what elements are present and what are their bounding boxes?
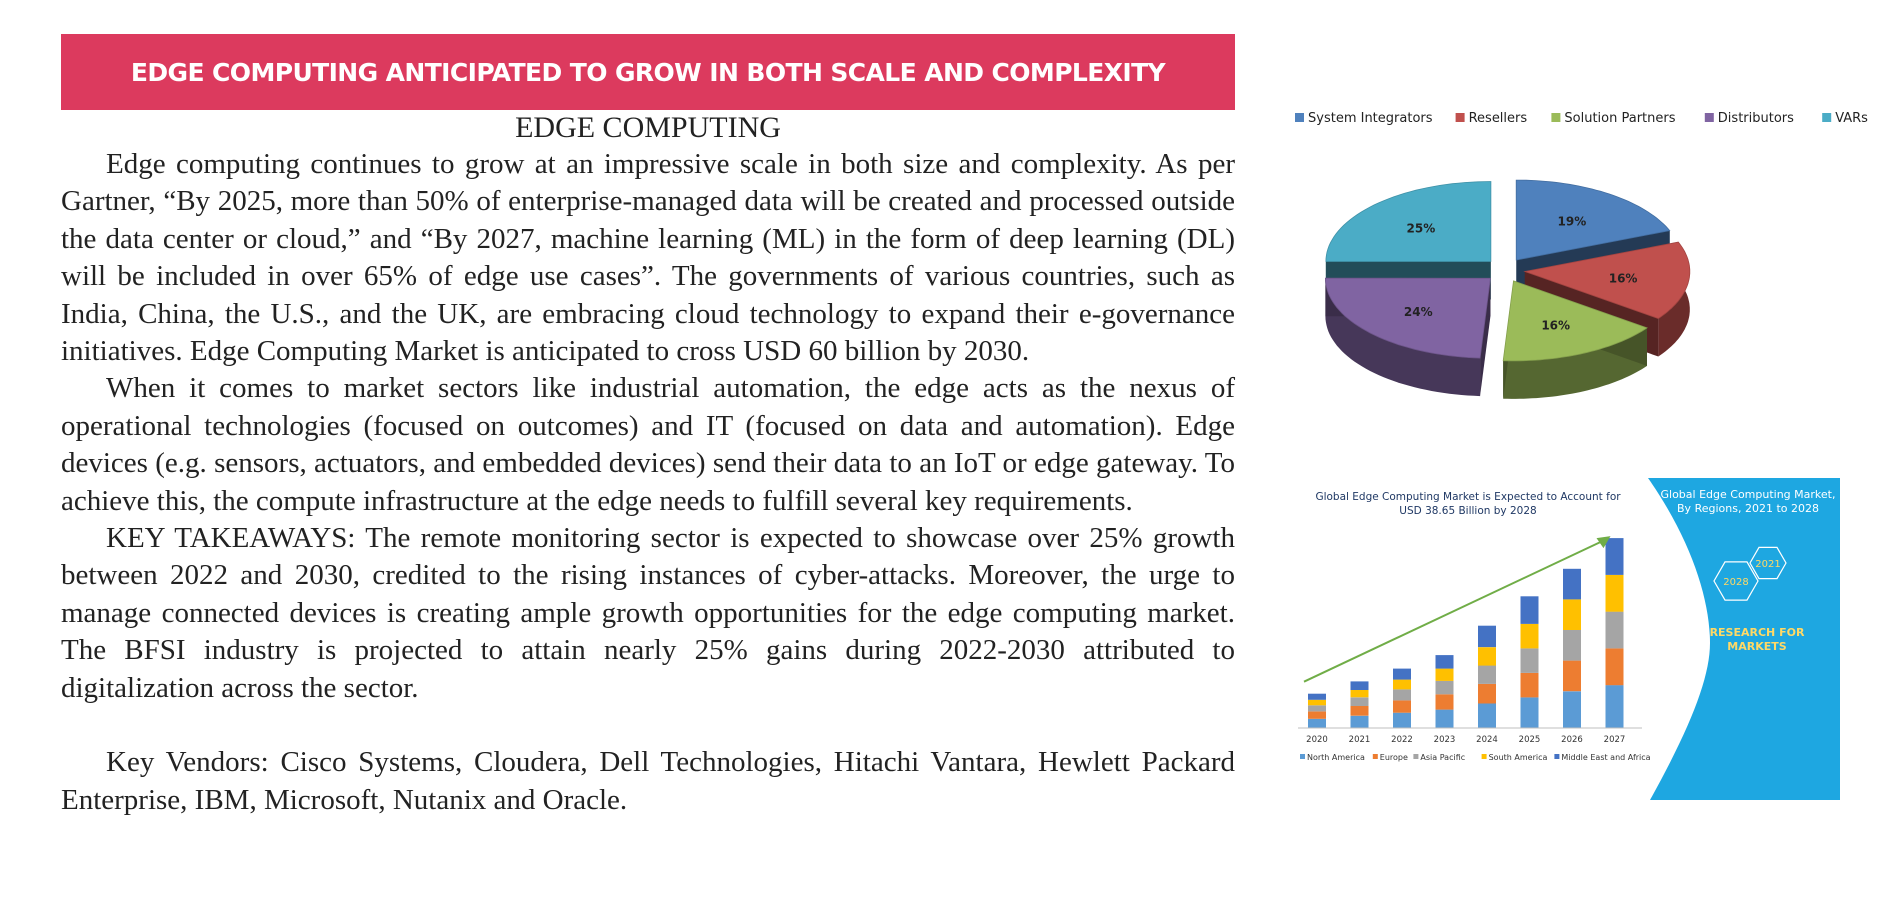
bar-2021-1	[1351, 706, 1369, 716]
paragraph-intro: Edge computing continues to grow at an impressive scale in both size and complexity. As per Gartner, “By 2025, more than 50% of enterprise-managed data will be created and processed outside the data center or cloud,” and “By 2027, machine learning (ML) in the form of deep learning (DL) will be included in over 65% of edge use cases”. The governments of various countries, such as India, China, the U.S., and the UK, are embracing cloud technology to expand their e-governance initiatives. Edge Computing Market is anticipated to cross USD 60 billion by 2030.	[61, 148, 1235, 368]
bar-title-line2: USD 38.65 Billion by 2028	[1399, 505, 1537, 517]
bar-legend-label-4: Middle East and Africa	[1561, 753, 1651, 762]
bar-2024-4	[1478, 626, 1496, 647]
x-tick-2025: 2025	[1518, 735, 1541, 745]
pie-legend-label-1: Resellers	[1468, 111, 1528, 126]
paragraph-market-sectors: When it comes to market sectors like industrial automation, the edge acts as the nexus of operational technologies (focused on outcomes) and IT (focused on data and automation). Edge devices (e.g. sensors, actuators, and embedded devices) send their data to an IoT or edge gateway. To achieve this, the compute infrastructure at the edge needs to fulfill several key requirements.	[61, 372, 1235, 517]
bar-2025-3	[1521, 624, 1539, 649]
bar-2023-2	[1436, 681, 1454, 695]
pie-legend-swatch-0	[1295, 113, 1304, 122]
bar-2021-4	[1351, 681, 1369, 690]
bar-legend-label-0: North America	[1307, 753, 1365, 762]
x-tick-2022: 2022	[1391, 735, 1413, 745]
brand-line2: MARKETS	[1727, 640, 1787, 653]
pie-legend-label-2: Solution Partners	[1564, 111, 1676, 126]
partner-pie-chart	[1290, 100, 1868, 400]
bar-2026-2	[1563, 630, 1581, 661]
pie-data-label-1: 16%	[1608, 271, 1638, 286]
x-tick-2024: 2024	[1476, 735, 1498, 745]
bar-2024-2	[1478, 666, 1496, 684]
bar-2022-0	[1393, 713, 1411, 728]
pie-data-label-3: 24%	[1403, 305, 1433, 320]
pie-data-label-4: 25%	[1406, 221, 1436, 236]
pie-legend-label-0: System Integrators	[1308, 111, 1433, 126]
title-banner	[61, 34, 1235, 110]
market-bar-chart	[1290, 478, 1840, 800]
bar-2020-0	[1308, 719, 1326, 728]
bar-2020-4	[1308, 694, 1326, 700]
x-tick-2027: 2027	[1603, 735, 1626, 745]
pie-data-label-0: 19%	[1557, 214, 1587, 229]
bar-2025-1	[1521, 673, 1539, 698]
pie-slice-group-3	[1325, 278, 1490, 396]
bar-legend-swatch-3	[1482, 754, 1487, 759]
bar-2023-4	[1436, 655, 1454, 669]
bar-2020-3	[1308, 700, 1326, 706]
bar-2027-4	[1606, 538, 1624, 575]
bar-2021-2	[1351, 697, 1369, 706]
bar-2027-3	[1606, 575, 1624, 612]
bar-legend-label-3: South America	[1488, 753, 1548, 762]
pie-legend-label-4: VARs	[1835, 111, 1868, 126]
bar-legend-swatch-1	[1373, 754, 1378, 759]
bar-2026-0	[1563, 691, 1581, 728]
bar-2023-3	[1436, 669, 1454, 681]
bar-2027-2	[1606, 612, 1624, 649]
banner-title: EDGE COMPUTING ANTICIPATED TO GROW IN BOTH SCALE AND COMPLEXITY	[130, 57, 1166, 87]
bar-2026-1	[1563, 661, 1581, 692]
bar-2020-1	[1308, 712, 1326, 719]
trend-arrow-line	[1304, 540, 1605, 682]
document-title: EDGE COMPUTING	[515, 111, 781, 144]
document-body	[61, 146, 1235, 819]
pie-legend-swatch-2	[1551, 113, 1560, 122]
bar-2025-4	[1521, 596, 1539, 624]
x-tick-2023: 2023	[1433, 735, 1456, 745]
hex-label-2028: 2028	[1723, 577, 1749, 588]
bar-2027-1	[1606, 648, 1624, 685]
bar-2022-3	[1393, 680, 1411, 690]
hex-label-2021: 2021	[1755, 559, 1781, 570]
pie-legend-swatch-1	[1456, 113, 1465, 122]
pie-legend-swatch-4	[1822, 113, 1831, 122]
bar-2022-2	[1393, 689, 1411, 700]
bar-legend-swatch-4	[1554, 754, 1559, 759]
side-panel-bg	[1648, 478, 1840, 800]
pie-legend-label-3: Distributors	[1717, 111, 1794, 126]
bar-2025-0	[1521, 697, 1539, 728]
paragraph-key-takeaways: KEY TAKEAWAYS: The remote monitoring sector is expected to showcase over 25% growth between 2022 and 2030, credited to the rising instances of cyber-attacks. Moreover, the urge to manage connected devices is creating ample growth opportunities for the edge computing market. The BFSI industry is projected to attain nearly 25% gains during 2022-2030 attributed to digitalization across the sector.	[61, 522, 1235, 704]
bar-title-line1: Global Edge Computing Market is Expected to Account for	[1315, 491, 1621, 503]
bar-2020-2	[1308, 705, 1326, 711]
bar-2023-0	[1436, 710, 1454, 728]
bar-2021-0	[1351, 716, 1369, 728]
bar-2026-3	[1563, 599, 1581, 630]
pie-legend-swatch-3	[1705, 113, 1714, 122]
bar-2024-3	[1478, 647, 1496, 665]
bar-2022-4	[1393, 669, 1411, 680]
bar-2021-3	[1351, 690, 1369, 697]
brand-line1: RESEARCH FOR	[1709, 626, 1805, 639]
bar-legend-label-2: Asia Pacific	[1420, 753, 1466, 762]
bar-2027-0	[1606, 685, 1624, 728]
pie-data-label-2: 16%	[1541, 318, 1571, 333]
bar-2024-1	[1478, 684, 1496, 704]
paragraph-key-vendors: Key Vendors: Cisco Systems, Cloudera, Dell Technologies, Hitachi Vantara, Hewlett Packard Enterprise, IBM, Microsoft, Nutanix and Oracle.	[61, 746, 1235, 816]
x-tick-2020: 2020	[1306, 735, 1328, 745]
x-tick-2026: 2026	[1561, 735, 1583, 745]
side-panel-title-line1: Global Edge Computing Market,	[1660, 488, 1836, 501]
side-panel-title-line2: By Regions, 2021 to 2028	[1677, 502, 1819, 515]
bar-2026-4	[1563, 569, 1581, 600]
pie-chart-canvas	[1290, 100, 1868, 400]
bar-legend-swatch-0	[1300, 754, 1305, 759]
bar-legend-label-1: Europe	[1379, 753, 1408, 762]
bar-2024-0	[1478, 704, 1496, 729]
bar-legend-swatch-2	[1413, 754, 1418, 759]
bar-2023-1	[1436, 694, 1454, 709]
bar-2022-1	[1393, 700, 1411, 712]
x-tick-2021: 2021	[1348, 735, 1371, 745]
bar-chart-canvas	[1290, 478, 1840, 800]
bar-2025-2	[1521, 648, 1539, 673]
